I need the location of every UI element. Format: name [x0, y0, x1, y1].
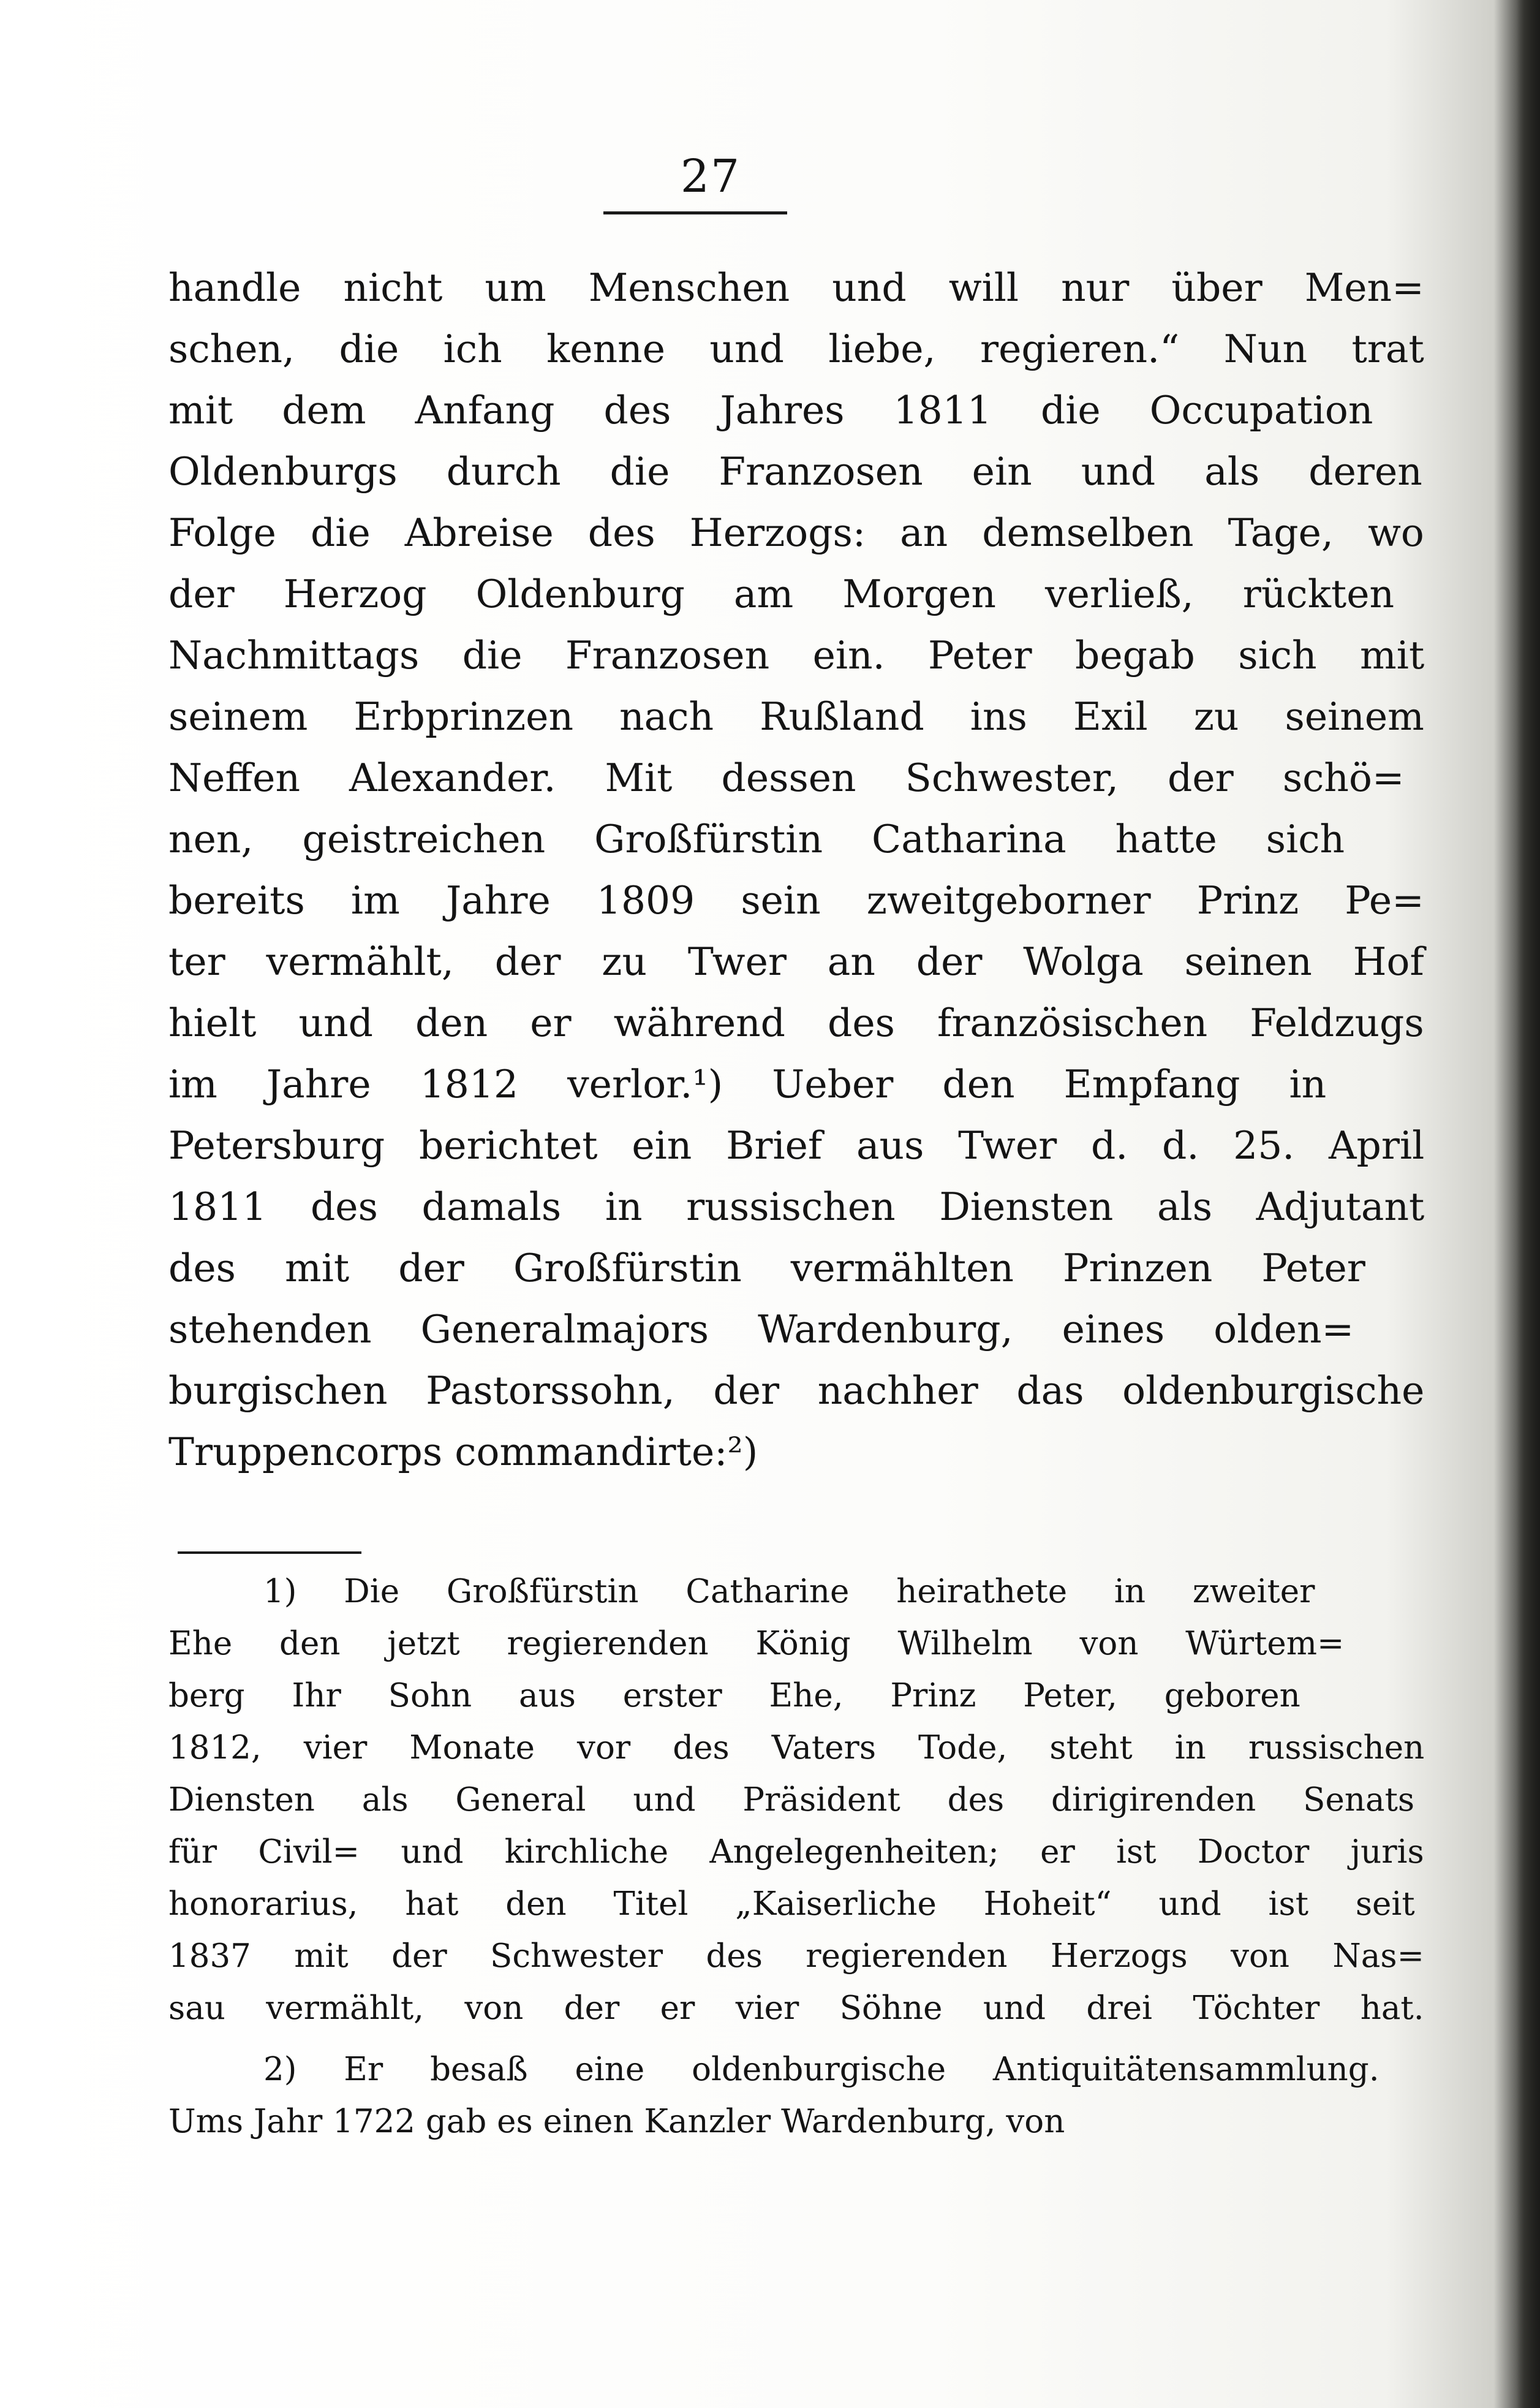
- body-line: 1811 des damals in russischen Diensten als Adjutant: [168, 1184, 1425, 1229]
- body-line: mit dem Anfang des Jahres 1811 die Occupation: [168, 388, 1373, 433]
- footnote-line: 2) Er besaß eine oldenburgische Antiquitätensammlung.: [263, 2051, 1380, 2088]
- footnote-line: sau vermählt, von der er vier Söhne und drei Töchter hat.: [168, 1990, 1424, 2027]
- body-line: handle nicht um Menschen und will nur über Men=: [168, 265, 1424, 310]
- body-line: hielt und den er während des französischen Feldzugs: [168, 1001, 1424, 1045]
- body-line: seinem Erbprinzen nach Rußland ins Exil zu seinem: [168, 694, 1424, 739]
- body-line: Petersburg berichtet ein Brief aus Twer d. d. 25. April: [168, 1123, 1425, 1168]
- body-line: Folge die Abreise des Herzogs: an demselben Tage, wo: [168, 510, 1424, 555]
- footnote-line: Ehe den jetzt regierenden König Wilhelm von Würtem=: [168, 1625, 1345, 1662]
- body-line: im Jahre 1812 verlor.¹) Ueber den Empfang in: [168, 1062, 1327, 1107]
- header-rule: [603, 211, 787, 214]
- footnote-line: 1812, vier Monate vor des Vaters Tode, steht in russischen: [168, 1729, 1425, 1766]
- body-line: der Herzog Oldenburg am Morgen verließ, rückten: [168, 572, 1395, 616]
- footnote-line: honorarius, hat den Titel „Kaiserliche Hoheit“ und ist seit: [168, 1885, 1415, 1923]
- footnote-line: für Civil= und kirchliche Angelegenheiten; er ist Doctor juris: [168, 1833, 1424, 1871]
- body-line: ter vermählt, der zu Twer an der Wolga seinen Hof: [168, 939, 1424, 984]
- footnote-line: 1837 mit der Schwester des regierenden Herzogs von Nas=: [168, 1937, 1424, 1975]
- body-line: bereits im Jahre 1809 sein zweitgeborner Prinz Pe=: [168, 878, 1424, 923]
- body-line: burgischen Pastorssohn, der nachher das oldenburgische: [168, 1368, 1425, 1413]
- body-line: schen, die ich kenne und liebe, regieren.“ Nun trat: [168, 327, 1424, 371]
- body-line: Oldenburgs durch die Franzosen ein und als deren: [168, 449, 1422, 494]
- body-line: Neffen Alexander. Mit dessen Schwester, der schö=: [168, 755, 1405, 800]
- body-line: nen, geistreichen Großfürstin Catharina hatte sich: [168, 817, 1345, 861]
- body-line: des mit der Großfürstin vermählten Prinzen Peter: [168, 1246, 1365, 1290]
- body-line: stehenden Generalmajors Wardenburg, eines olden=: [168, 1307, 1354, 1352]
- footnote-line: berg Ihr Sohn aus erster Ehe, Prinz Peter, geboren: [168, 1677, 1300, 1714]
- page-number: 27: [680, 150, 741, 203]
- footnote-rule: [178, 1551, 361, 1554]
- footnote-line: Ums Jahr 1722 gab es einen Kanzler Wardenburg, von: [168, 2103, 1065, 2140]
- body-line: Truppencorps commandirte:²): [168, 1429, 758, 1474]
- footnote-line: 1) Die Großfürstin Catharine heirathete in zweiter: [263, 1573, 1315, 1610]
- body-line: Nachmittags die Franzosen ein. Peter begab sich mit: [168, 633, 1425, 678]
- page-edge-shadow: [1517, 0, 1540, 2408]
- footnote-line: Diensten als General und Präsident des dirigirenden Senats: [168, 1781, 1415, 1819]
